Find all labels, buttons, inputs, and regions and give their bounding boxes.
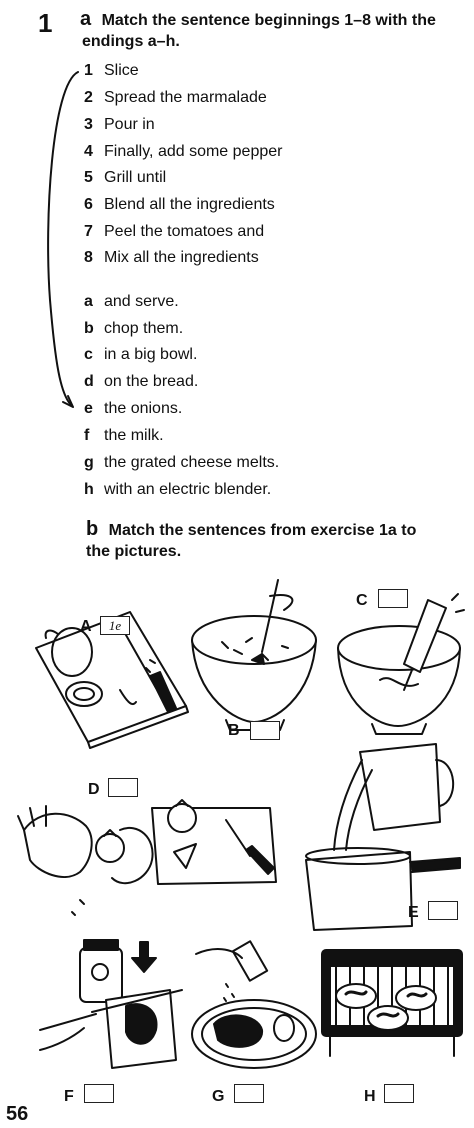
answer-box-d[interactable] (108, 778, 138, 797)
part-a-instruction-line1: Match the sentence beginnings 1–8 with the (101, 12, 436, 29)
picture-label-g: G (212, 1088, 225, 1105)
list-item: b chop them. (84, 320, 184, 337)
picture-g-illustration (192, 941, 316, 1068)
list-item: 6 Blend all the ingredients (84, 196, 275, 213)
picture-h-illustration (322, 950, 462, 1056)
part-a-instruction-line2: endings a–h. (82, 33, 180, 50)
page-number: 56 (6, 1103, 29, 1125)
picture-d-illustration (18, 800, 276, 915)
list-item: 4 Finally, add some pepper (84, 143, 283, 160)
list-item: g the grated cheese melts. (84, 454, 280, 471)
answer-box-g[interactable] (234, 1084, 264, 1103)
part-b-letter: b (86, 518, 99, 540)
list-item: 1 Slice (84, 62, 139, 79)
picture-label-f: F (64, 1088, 74, 1105)
picture-label-b: B (228, 722, 240, 739)
list-item: 7 Peel the tomatoes and (84, 223, 265, 240)
list-item: e the onions. (84, 400, 183, 417)
part-b-instruction-line1: Match the sentences from exercise 1a to (108, 522, 417, 539)
list-item: c in a big bowl. (84, 346, 198, 363)
list-item: f the milk. (84, 427, 164, 444)
list-item: a and serve. (84, 293, 179, 310)
list-item: 5 Grill until (84, 169, 167, 186)
part-a-heading (80, 8, 470, 31)
list-item: 3 Pour in (84, 116, 155, 133)
picture-label-c: C (356, 592, 368, 609)
picture-f-illustration (40, 940, 182, 1068)
picture-label-d: D (88, 781, 100, 798)
list-item: h with an electric blender. (84, 481, 272, 498)
answer-box-e[interactable] (428, 901, 458, 920)
picture-label-h: H (364, 1088, 376, 1105)
answer-box-h[interactable] (384, 1084, 414, 1103)
answer-box-b[interactable] (250, 721, 280, 740)
picture-c-illustration (338, 594, 464, 734)
answer-box-a[interactable]: 1e (100, 616, 130, 635)
answer-box-f[interactable] (84, 1084, 114, 1103)
list-item: 2 Spread the marmalade (84, 89, 267, 106)
part-b-heading (86, 518, 470, 541)
picture-label-a: A (80, 618, 92, 635)
picture-b-illustration (192, 580, 316, 730)
part-b-instruction-line2: the pictures. (86, 543, 182, 560)
exercise-number: 1 (38, 8, 53, 38)
list-item: d on the bread. (84, 373, 199, 390)
example-arrow (48, 72, 78, 406)
part-a-letter: a (80, 8, 92, 30)
list-item: 8 Mix all the ingredients (84, 249, 259, 266)
picture-label-e: E (408, 904, 419, 921)
answer-box-c[interactable] (378, 589, 408, 608)
